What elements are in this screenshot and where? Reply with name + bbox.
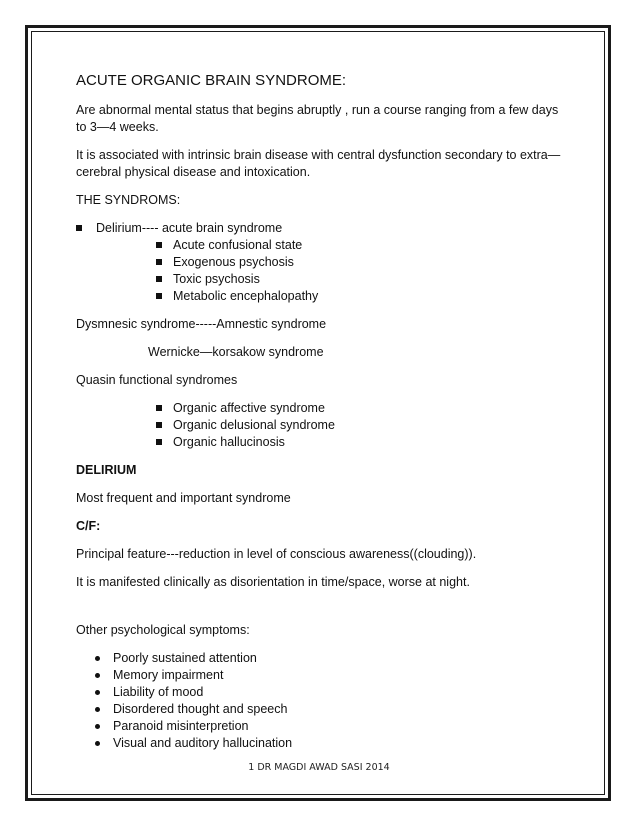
- list-item: [76, 271, 566, 288]
- list-item-text: Organic affective syndrome: [173, 401, 325, 415]
- list-item: [76, 254, 566, 271]
- list-item-text: Liability of mood: [113, 685, 204, 699]
- delirium-description: Most frequent and important syndrome: [76, 491, 291, 505]
- intro-paragraph-1: Are abnormal mental status that begins abruptly , run a course ranging from a few days to 3—4 weeks.: [76, 103, 559, 134]
- round-bullet-icon: [95, 707, 100, 712]
- list-item-text: Exogenous psychosis: [173, 255, 294, 269]
- list-item-text: Poorly sustained attention: [113, 651, 257, 665]
- document-body: [76, 72, 566, 763]
- square-bullet-icon: [156, 259, 162, 265]
- list-item-text: Memory impairment: [113, 668, 224, 682]
- list-item-text: Visual and auditory hallucination: [113, 736, 293, 750]
- list-item: [76, 650, 566, 667]
- square-bullet-icon: [156, 242, 162, 248]
- square-bullet-icon: [156, 405, 162, 411]
- other-symptoms-heading: Other psychological symptoms:: [76, 623, 250, 637]
- square-bullet-icon: [156, 422, 162, 428]
- list-item: [76, 288, 566, 305]
- list-item-text: Toxic psychosis: [173, 272, 260, 286]
- square-bullet-icon: [156, 276, 162, 282]
- delirium-heading: DELIRIUM: [76, 463, 137, 477]
- list-item: [76, 220, 566, 237]
- list-item-text: Metabolic encephalopathy: [173, 289, 319, 303]
- list-item: [76, 684, 566, 701]
- list-item: [76, 417, 566, 434]
- list-item-text: Paranoid misinterpretion: [113, 719, 249, 733]
- round-bullet-icon: [95, 673, 100, 678]
- list-item-text: Disordered thought and speech: [113, 702, 288, 716]
- document-title: ACUTE ORGANIC BRAIN SYNDROME:: [76, 72, 347, 89]
- quasin-line: Quasin functional syndromes: [76, 373, 238, 387]
- syndromes-heading: THE SYNDROMS:: [76, 193, 181, 207]
- list-item: [76, 667, 566, 684]
- symptoms-list: [76, 650, 566, 752]
- list-item: [76, 434, 566, 451]
- list-item: [76, 718, 566, 735]
- list-item-text: Organic hallucinosis: [173, 435, 285, 449]
- list-item-text: Delirium---- acute brain syndrome: [96, 221, 283, 235]
- list-item-text: Organic delusional syndrome: [173, 418, 335, 432]
- spacer: [76, 602, 566, 622]
- round-bullet-icon: [95, 690, 100, 695]
- square-bullet-icon: [76, 225, 82, 231]
- syndromes-list: [76, 220, 566, 305]
- principal-feature: Principal feature---reduction in level of conscious awareness((clouding)).: [76, 547, 477, 561]
- list-item: [76, 237, 566, 254]
- page-footer: 1 DR MAGDI AWAD SASI 2014: [248, 762, 390, 773]
- intro-paragraph-2: It is associated with intrinsic brain disease with central dysfunction secondary to extra—cerebral physical disease and intoxication.: [76, 148, 561, 179]
- list-item: [76, 400, 566, 417]
- square-bullet-icon: [156, 293, 162, 299]
- manifested-line: It is manifested clinically as disorientation in time/space, worse at night.: [76, 575, 470, 589]
- list-item-text: Acute confusional state: [173, 238, 303, 252]
- cf-heading: C/F:: [76, 519, 101, 533]
- round-bullet-icon: [95, 741, 100, 746]
- list-item: [76, 735, 566, 752]
- round-bullet-icon: [95, 724, 100, 729]
- dysmnesic-line: Dysmnesic syndrome-----Amnestic syndrome: [76, 317, 327, 331]
- round-bullet-icon: [95, 656, 100, 661]
- square-bullet-icon: [156, 439, 162, 445]
- quasin-list: [76, 400, 566, 451]
- list-item: [76, 701, 566, 718]
- wernicke-line: Wernicke—korsakow syndrome: [148, 345, 324, 359]
